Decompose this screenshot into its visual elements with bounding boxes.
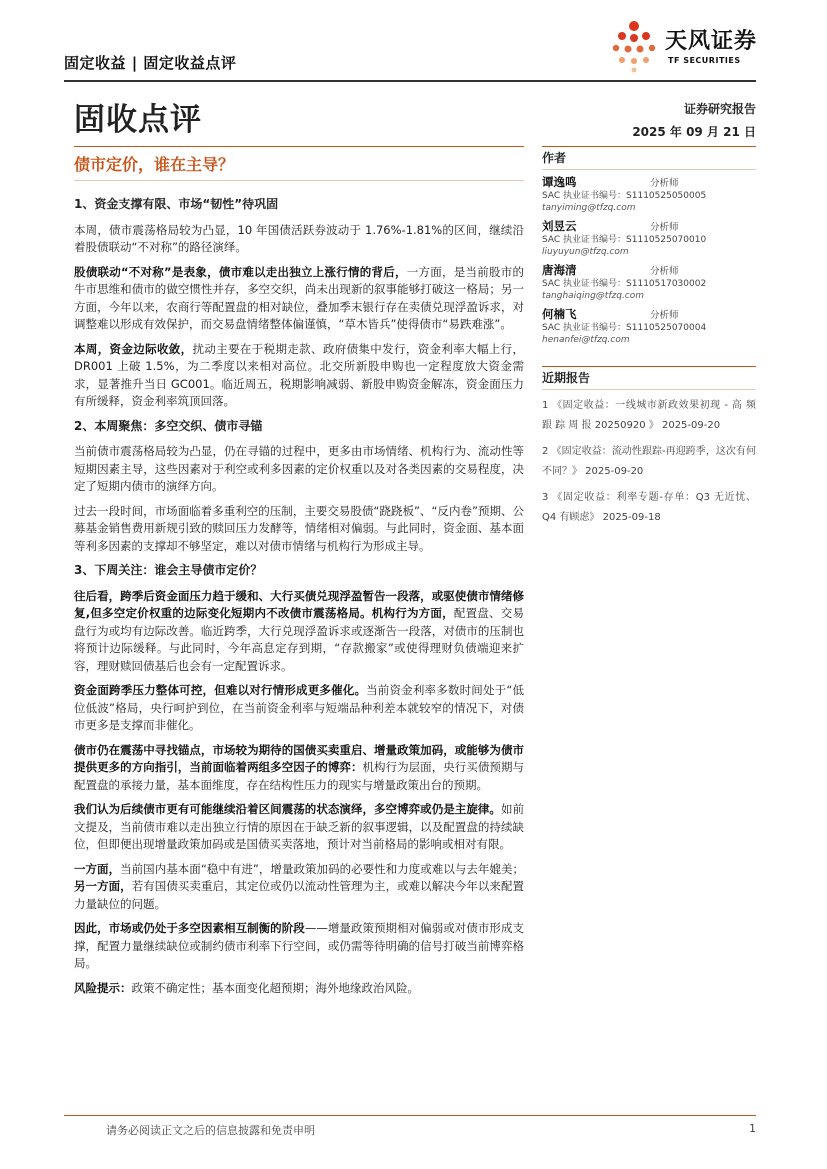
author-cert: SAC 执业证书编号：S1110517030002 xyxy=(542,279,707,289)
paragraph xyxy=(74,588,524,676)
bold-lead: 股债联动“不对称”是表象，债市难以走出独立上涨行情的背后， xyxy=(74,264,407,279)
author-card xyxy=(542,220,756,258)
page-number: 1 xyxy=(749,1122,756,1135)
paragraph-text: 一方面，是当前股市的牛市思维和债市的做空惯性并存，多空交织，尚未出现新的叙事能够打破这一格局；另一方面，今年以来，农商行等配置盘的相对缺位，叠加季末银行存在卖债兑现浮盈诉求，对调整难以形成有效保护，而交易盘情绪整体偏谨慎，“草木皆兵”使得债市“易跌难涨”。 xyxy=(74,264,525,331)
bold-lead: 我们认为后续债市更有可能继续沿着区间震荡的状态演绎，多空博弈或仍是主旋律。 xyxy=(74,802,501,816)
bold-lead: 债市仍在震荡中寻找锚点，市场较为期待的国债买卖重启、增量政策加码，或能够为债市提供更多的方向指引，当前面临着两组多空因子的博弈： xyxy=(74,742,524,774)
section-heading-1: 1、资金支撑有限、市场“韧性”待巩固 xyxy=(74,197,279,211)
logo-chinese-name: 天风证券 xyxy=(665,29,758,54)
author-email[interactable]: tanyiming@tfzq.com xyxy=(542,203,636,213)
paragraph xyxy=(74,341,524,411)
section-heading-3: 3、下周关注：谁会主导债市定价？ xyxy=(74,563,263,577)
bold-lead: 另一方面， xyxy=(74,879,132,893)
bold-lead: 因此，市场或仍处于多空因素相互制衡的阶段 xyxy=(74,921,305,935)
author-card xyxy=(542,264,756,302)
paragraph-text: 扰动主要在于税期走款、政府债集中发行，资金利率大幅上行，DR001 上破 1.5%，为二季度以来相对高位。北交所新股申购也一定程度放大资金需求，显著推升当日 GC001。临近周五，税期影响减弱、新股申购资金解冻，资金面压力有所缓释，资金利率筑顶回落。 xyxy=(74,341,524,408)
author-role: 分析师 xyxy=(650,266,679,277)
author-email[interactable]: liuyuyun@tfzq.com xyxy=(542,247,629,257)
paragraph xyxy=(74,920,524,973)
author-cert: SAC 执业证书编号：S1110525070010 xyxy=(542,235,707,245)
bold-lead: 资金面跨季压力整体可控，但难以对行情形成更多催化。 xyxy=(74,683,367,697)
paragraph xyxy=(74,264,524,334)
risk-label: 风险提示： xyxy=(74,980,132,995)
logo-dots-icon xyxy=(612,18,664,74)
report-date: 2025 年 09 月 21 日 xyxy=(632,125,756,139)
report-type: 证券研究报告 xyxy=(683,102,756,116)
author-name: 何楠飞 xyxy=(542,307,577,321)
author-name: 刘昱云 xyxy=(542,219,577,233)
risk-warning xyxy=(74,980,524,998)
recent-report-item[interactable]: 3 《固定收益：利率专题-存单：Q3 无近忧、Q4 有顾虑》 2025-09-18 xyxy=(542,492,756,523)
recent-reports-heading: 近期报告 xyxy=(542,366,756,390)
author-role: 分析师 xyxy=(650,310,679,321)
section-heading-2: 2、本周聚焦：多空交织、债市寻锚 xyxy=(74,418,263,433)
paragraph-text: 当前国内基本面“稳中有进”，增量政策加码的必要性和力度或难以与去年媲美； xyxy=(120,861,525,876)
paragraph xyxy=(74,742,524,795)
brand-logo xyxy=(612,18,762,76)
author-email[interactable]: henanfei@tfzq.com xyxy=(542,335,630,345)
paragraph xyxy=(74,682,524,735)
paragraph-text: ——增量政策预期相对偏弱或对债市形成支撑，配置力量继续缺位或制约债市利率下行空间，或仍需等待明确的信号打破当前博弈格局。 xyxy=(74,921,524,970)
headline-divider xyxy=(74,180,524,181)
report-category-title: 固收点评 xyxy=(74,102,202,138)
paragraph: 过去一段时间，市场面临着多重利空的压制，主要交易股债“跷跷板”、“反内卷”预期、公募基金销售费用新规引致的赎回压力发酵等，情绪相对偏弱。与此同时，资金面、基本面等利多因素的支撑却不够坚定，难以对债市情绪与机构行为形成主导。 xyxy=(74,503,524,553)
recent-reports-list xyxy=(542,396,756,528)
author-role: 分析师 xyxy=(650,178,679,189)
recent-report-item[interactable]: 1 《固定收益：一线城市新政效果初现 - 高 频 跟 踪 周 报 20250920 》 2025-09-20 xyxy=(542,400,756,431)
author-name: 谭逸鸣 xyxy=(542,175,577,189)
author-role: 分析师 xyxy=(650,222,679,233)
title-divider xyxy=(74,146,524,147)
paragraph-text: 若有国债买卖重启，其定位或仍以流动性管理为主，或难以解决今年以来配置力量缺位的问题。 xyxy=(74,879,525,911)
author-email[interactable]: tanghaiqing@tfzq.com xyxy=(542,291,645,301)
header-section-label: 固定收益 | 固定收益点评 xyxy=(64,54,237,72)
paragraph-text: 机构行为层面，央行买债预期与配置盘的承接力量，基本面维度，存在结构性压力的现实与增量政策出台的预期。 xyxy=(74,760,524,792)
recent-report-item[interactable]: 2 《固定收益：流动性跟踪-再迎跨季，这次有何不同？》 2025-09-20 xyxy=(542,446,756,477)
bold-lead: 本周，资金边际收敛， xyxy=(74,341,193,356)
authors-panel xyxy=(542,146,756,346)
bold-lead: 往后看，跨季后资金面压力趋于缓和、大行买债兑现浮盈暂告一段落，或驱使债市情绪修复,但多空定价权重的边际变化短期内不改债市震荡格局。机构行为方面， xyxy=(74,588,524,620)
report-body xyxy=(74,196,524,1004)
recent-reports-panel xyxy=(542,366,756,534)
logo-english-name: TF SECURITIES xyxy=(668,56,741,65)
author-card xyxy=(542,176,756,214)
footer-divider xyxy=(64,1115,756,1116)
paragraph xyxy=(74,861,524,914)
authors-heading: 作者 xyxy=(542,146,756,170)
paragraph-text: 当前资金利率多数时间处于“低位低波”格局，央行呵护到位，在当前资金利率与短端品种利差本就较窄的情况下，对债市更多是支撑而非催化。 xyxy=(74,683,524,732)
paragraph: 当前债市震荡格局较为凸显，仍在寻锚的过程中，更多由市场情绪、机构行为、流动性等短期因素主导，这些因素对于利空或利多因素的定价权重以及对各类因素的交易程度，决定了短期内债市的演绎方向。 xyxy=(74,444,524,493)
bold-lead: 一方面， xyxy=(74,861,121,876)
paragraph xyxy=(74,801,524,854)
author-name: 唐海清 xyxy=(542,263,577,277)
author-cert: SAC 执业证书编号：S1110525070004 xyxy=(542,323,707,333)
footer-disclaimer: 请务必阅读正文之后的信息披露和免责申明 xyxy=(106,1124,315,1137)
paragraph: 本周，债市震荡格局较为凸显，10 年国债活跃券波动于 1.76%-1.81%的区间，继续沿着股债联动“不对称”的路径演绎。 xyxy=(74,222,524,254)
risk-text: 政策不确定性；基本面变化超预期；海外地缘政治风险。 xyxy=(131,980,419,995)
report-headline: 债市定价，谁在主导？ xyxy=(74,155,235,174)
paragraph-text: 如前文提及，当前债市难以走出独立行情的原因在于缺乏新的叙事逻辑，以及配置盘的持续缺位，但即便出现增量政策加码或是国债买卖落地，预计对当前格局的影响或相对有限。 xyxy=(74,802,525,851)
author-cert: SAC 执业证书编号：S1110525050005 xyxy=(542,191,707,201)
author-card xyxy=(542,308,756,346)
paragraph-text: 配置盘、交易盘行为或均有边际改善。临近跨季，大行兑现浮盈诉求或逐渐告一段落，对债市的压制也将预计边际缓释。与此同时，今年高息定存到期，“存款搬家”或使得理财负债端迎来扩容，理财赎回债基后也会有一定配置诉求。 xyxy=(74,606,524,673)
header-divider xyxy=(64,80,756,82)
